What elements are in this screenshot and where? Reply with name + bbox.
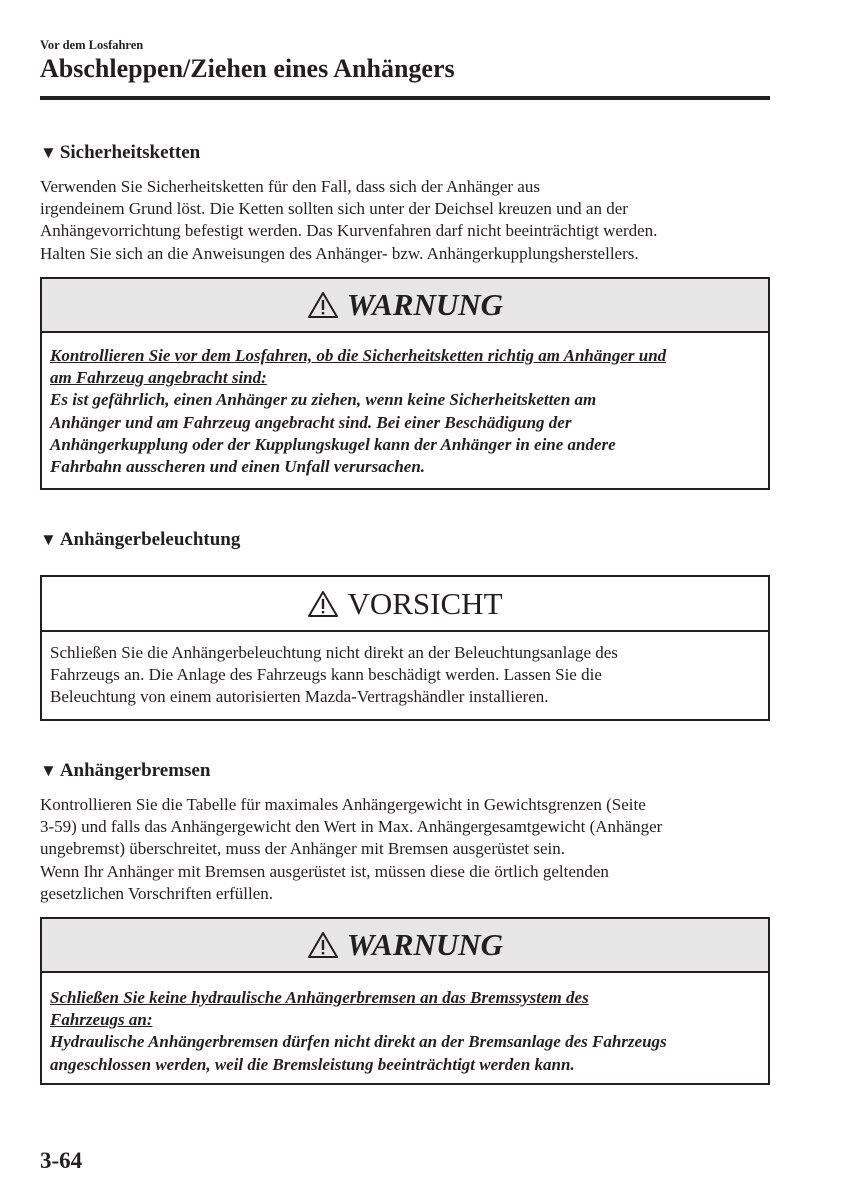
running-header-section: Vor dem Losfahren <box>40 38 144 52</box>
warning-emphasis-line: Schließen Sie keine hydraulische Anhängerbremsen an das Bremssystem des <box>50 988 589 1007</box>
page-title: Abschleppen/Ziehen eines Anhängers <box>40 54 455 83</box>
paragraph-line: Verwenden Sie Sicherheitsketten für den Fall, dass sich der Anhänger aus <box>40 177 540 196</box>
paragraph-line: Anhängevorrichtung befestigt werden. Das Kurvenfahren darf nicht beeinträchtigt werden. <box>40 221 658 241</box>
triangle-down-icon: ▼ <box>40 761 57 780</box>
warning-box-header <box>42 919 768 973</box>
section-heading-label: Anhängerbeleuchtung <box>59 529 241 550</box>
warning-emphasis-line: Kontrollieren Sie vor dem Losfahren, ob die Sicherheitsketten richtig am Anhänger und <box>50 346 667 365</box>
paragraph-line: irgendeinem Grund löst. Die Ketten sollten sich unter der Deichsel kreuzen und an der <box>40 199 628 219</box>
warning-body-line: Anhänger und am Fahrzeug angebracht sind. Bei einer Beschädigung der <box>50 412 572 432</box>
warning-box-header <box>42 279 768 333</box>
paragraph-sicherheitsketten <box>40 176 780 265</box>
warning-body-line: Es ist gefährlich, einen Anhänger zu ziehen, wenn keine Sicherheitsketten am <box>50 390 597 410</box>
paragraph-line: Halten Sie sich an die Anweisungen des Anhänger- bzw. Anhängerkupplungsherstellers. <box>40 243 639 263</box>
warning-body-line: Hydraulische Anhängerbremsen dürfen nicht direkt an der Bremsanlage des Fahrzeugs <box>50 1032 667 1052</box>
warning-body-line: angeschlossen werden, weil die Bremsleistung beeinträchtigt werden kann. <box>50 1054 575 1074</box>
caution-box-body <box>42 632 768 717</box>
section-heading-label: Sicherheitsketten <box>59 142 201 163</box>
warning-box-safety-chains <box>40 277 770 490</box>
paragraph-anhaengerbremsen <box>40 794 780 905</box>
section-heading-anhaengerbeleuchtung <box>40 529 240 551</box>
warning-triangle-icon <box>307 291 339 319</box>
warning-box-hydraulic-brakes <box>40 917 770 1085</box>
page-number: 3-64 <box>40 1148 83 1173</box>
caution-title: VORSICHT <box>347 585 503 621</box>
triangle-down-icon: ▼ <box>40 530 57 549</box>
caution-box-header <box>42 577 768 632</box>
paragraph-line: Kontrollieren Sie die Tabelle für maximales Anhängergewicht in Gewichtsgrenzen (Seite <box>40 795 646 814</box>
warning-triangle-icon <box>307 590 339 618</box>
warning-emphasis-line: Fahrzeugs an: <box>50 1010 153 1030</box>
caution-body-line: Fahrzeugs an. Die Anlage des Fahrzeugs kann beschädigt werden. Lassen Sie die <box>50 665 602 685</box>
header-divider <box>40 96 770 100</box>
section-heading-label: Anhängerbremsen <box>59 760 211 781</box>
caution-box-lighting <box>40 575 770 721</box>
warning-body-line: Fahrbahn ausscheren und einen Unfall verursachen. <box>50 457 426 477</box>
caution-body-line: Schließen Sie die Anhängerbeleuchtung nicht direkt an der Beleuchtungsanlage des <box>50 643 618 662</box>
warning-title: WARNUNG <box>346 287 504 322</box>
warning-body-line: Anhängerkupplung oder der Kupplungskugel kann der Anhänger in eine andere <box>50 434 616 454</box>
warning-title: WARNUNG <box>346 927 504 962</box>
paragraph-line: gesetzlichen Vorschriften erfüllen. <box>40 883 274 903</box>
warning-box-body <box>42 973 768 1084</box>
warning-box-body <box>42 333 768 486</box>
warning-emphasis-line: am Fahrzeug angebracht sind: <box>50 368 267 388</box>
section-heading-sicherheitsketten <box>40 142 200 164</box>
paragraph-line: 3-59) und falls das Anhängergewicht den Wert in Max. Anhängergesamtgewicht (Anhänger <box>40 817 663 837</box>
paragraph-line: Wenn Ihr Anhänger mit Bremsen ausgerüstet ist, müssen diese die örtlich geltenden <box>40 861 609 881</box>
paragraph-line: ungebremst) überschreitet, muss der Anhänger mit Bremsen ausgerüstet sein. <box>40 839 565 859</box>
warning-triangle-icon <box>307 931 339 959</box>
caution-body-line: Beleuchtung von einem autorisierten Mazda-Vertragshändler installieren. <box>50 687 549 707</box>
section-heading-anhaengerbremsen <box>40 760 210 782</box>
triangle-down-icon: ▼ <box>40 143 57 162</box>
